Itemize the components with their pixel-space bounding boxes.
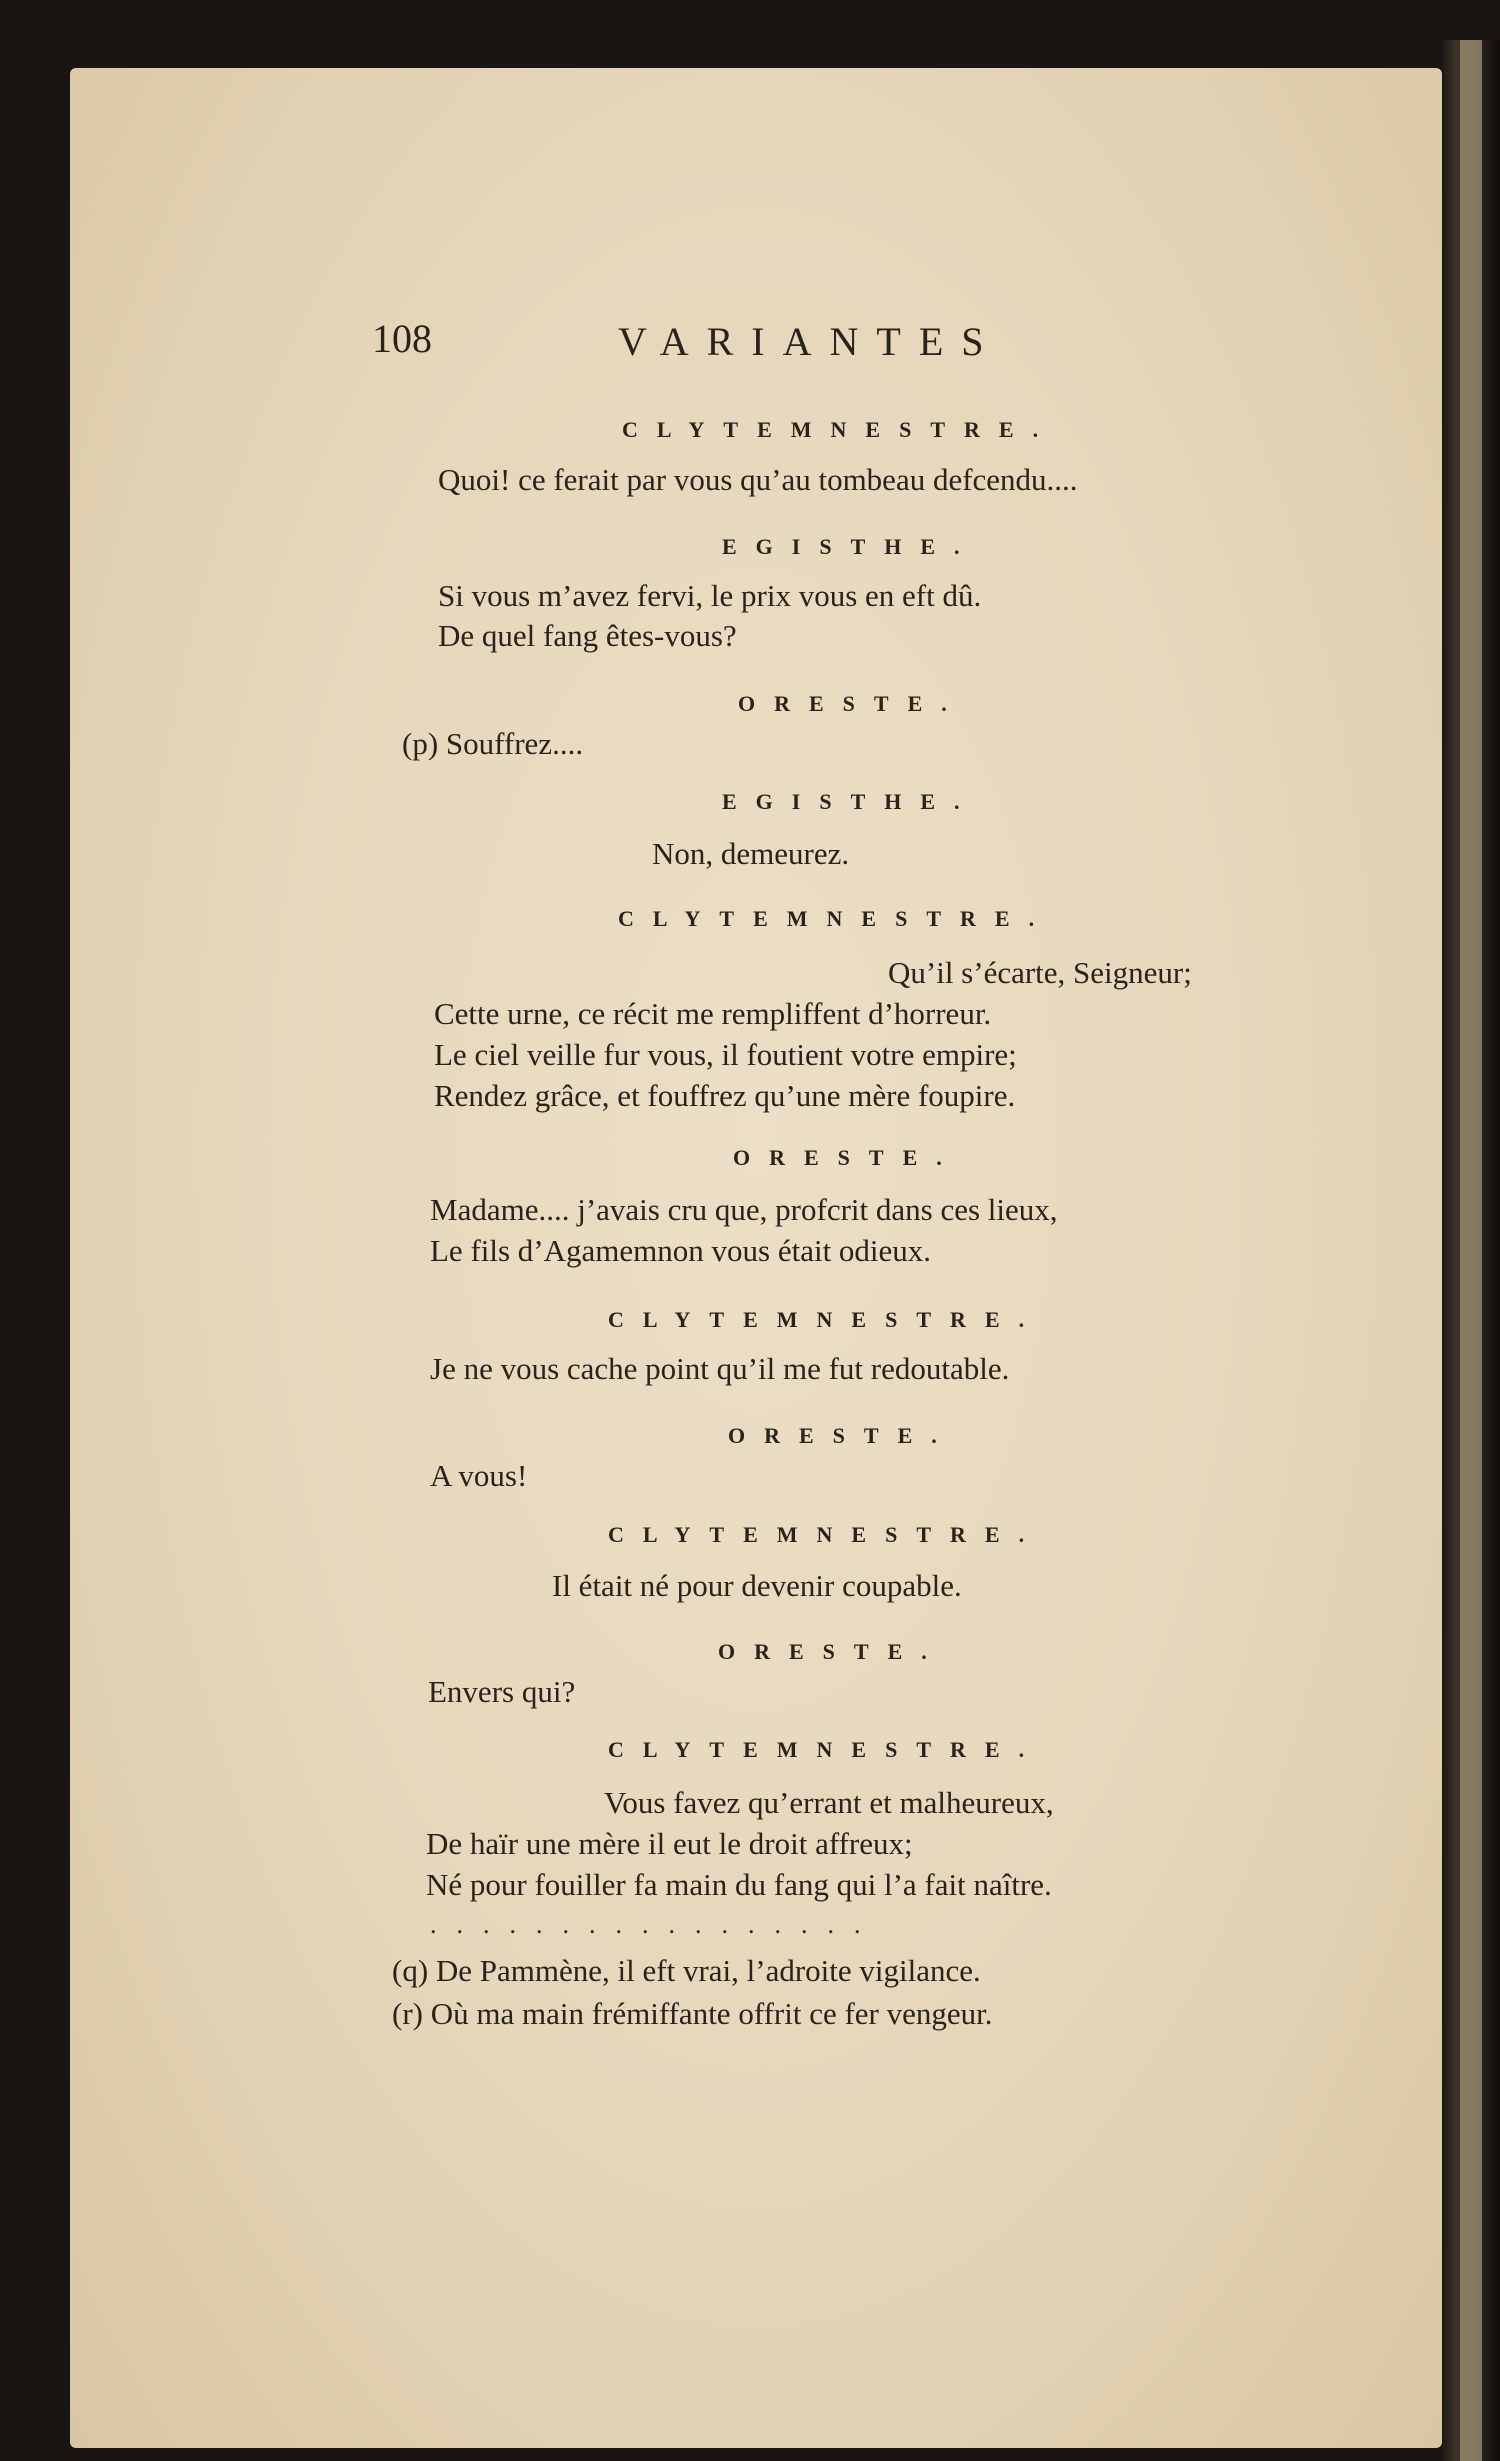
verse-line: Si vous m’avez fervi, le prix vous en eft dû. bbox=[438, 578, 982, 613]
verse-line: De haïr une mère il eut le droit affreux; bbox=[426, 1826, 913, 1861]
speaker-label: ORESTE. bbox=[733, 1145, 961, 1170]
verse-line: Le fils d’Agamemnon vous était odieux. bbox=[430, 1233, 932, 1268]
verse-line: Envers qui? bbox=[428, 1674, 576, 1709]
verse-line: Quoi! ce ferait par vous qu’au tombeau defcendu.... bbox=[438, 462, 1078, 497]
verse-line: Le ciel veille fur vous, il foutient votre empire; bbox=[434, 1037, 1017, 1072]
verse-line: Cette urne, ce récit me rempliffent d’horreur. bbox=[434, 996, 992, 1031]
speaker-label: ORESTE. bbox=[738, 691, 966, 716]
speaker-label: CLYTEMNESTRE. bbox=[618, 906, 1054, 931]
verse-line: Il était né pour devenir coupable. bbox=[552, 1568, 962, 1603]
ellipsis-row: ................. bbox=[430, 1910, 881, 1939]
verse-line: Vous favez qu’errant et malheureux, bbox=[604, 1785, 1054, 1820]
verse-line: Rendez grâce, et fouffrez qu’une mère foupire. bbox=[434, 1078, 1016, 1113]
page-title: VARIANTES bbox=[618, 319, 1002, 364]
page-number: 108 bbox=[372, 316, 432, 361]
facing-page-edge bbox=[1442, 40, 1500, 2461]
speaker-label: EGISTHE. bbox=[722, 789, 979, 814]
verse-line: Né pour fouiller fa main du fang qui l’a fait naître. bbox=[426, 1867, 1052, 1902]
verse-line: Madame.... j’avais cru que, profcrit dans ces lieux, bbox=[430, 1192, 1058, 1227]
verse-line: (p) Souffrez.... bbox=[402, 726, 584, 761]
speaker-label: CLYTEMNESTRE. bbox=[608, 1307, 1044, 1332]
verse-line: De quel fang êtes-vous? bbox=[438, 618, 737, 653]
verse-line: A vous! bbox=[430, 1458, 528, 1493]
verse-line: Non, demeurez. bbox=[652, 836, 850, 871]
verse-line: Je ne vous cache point qu’il me fut redoutable. bbox=[430, 1351, 1010, 1386]
footnote: (r) Où ma main frémiffante offrit ce fer vengeur. bbox=[392, 1996, 993, 2031]
footnote: (q) De Pammène, il eft vrai, l’adroite vigilance. bbox=[392, 1953, 981, 1988]
speaker-label: ORESTE. bbox=[718, 1639, 946, 1664]
speaker-label: CLYTEMNESTRE. bbox=[622, 417, 1058, 442]
speaker-label: ORESTE. bbox=[728, 1423, 956, 1448]
speaker-label: EGISTHE. bbox=[722, 534, 979, 559]
page-edge-sliver bbox=[1460, 40, 1482, 2461]
speaker-label: CLYTEMNESTRE. bbox=[608, 1522, 1044, 1547]
speaker-label: CLYTEMNESTRE. bbox=[608, 1737, 1044, 1762]
verse-line: Qu’il s’écarte, Seigneur; bbox=[888, 955, 1192, 990]
